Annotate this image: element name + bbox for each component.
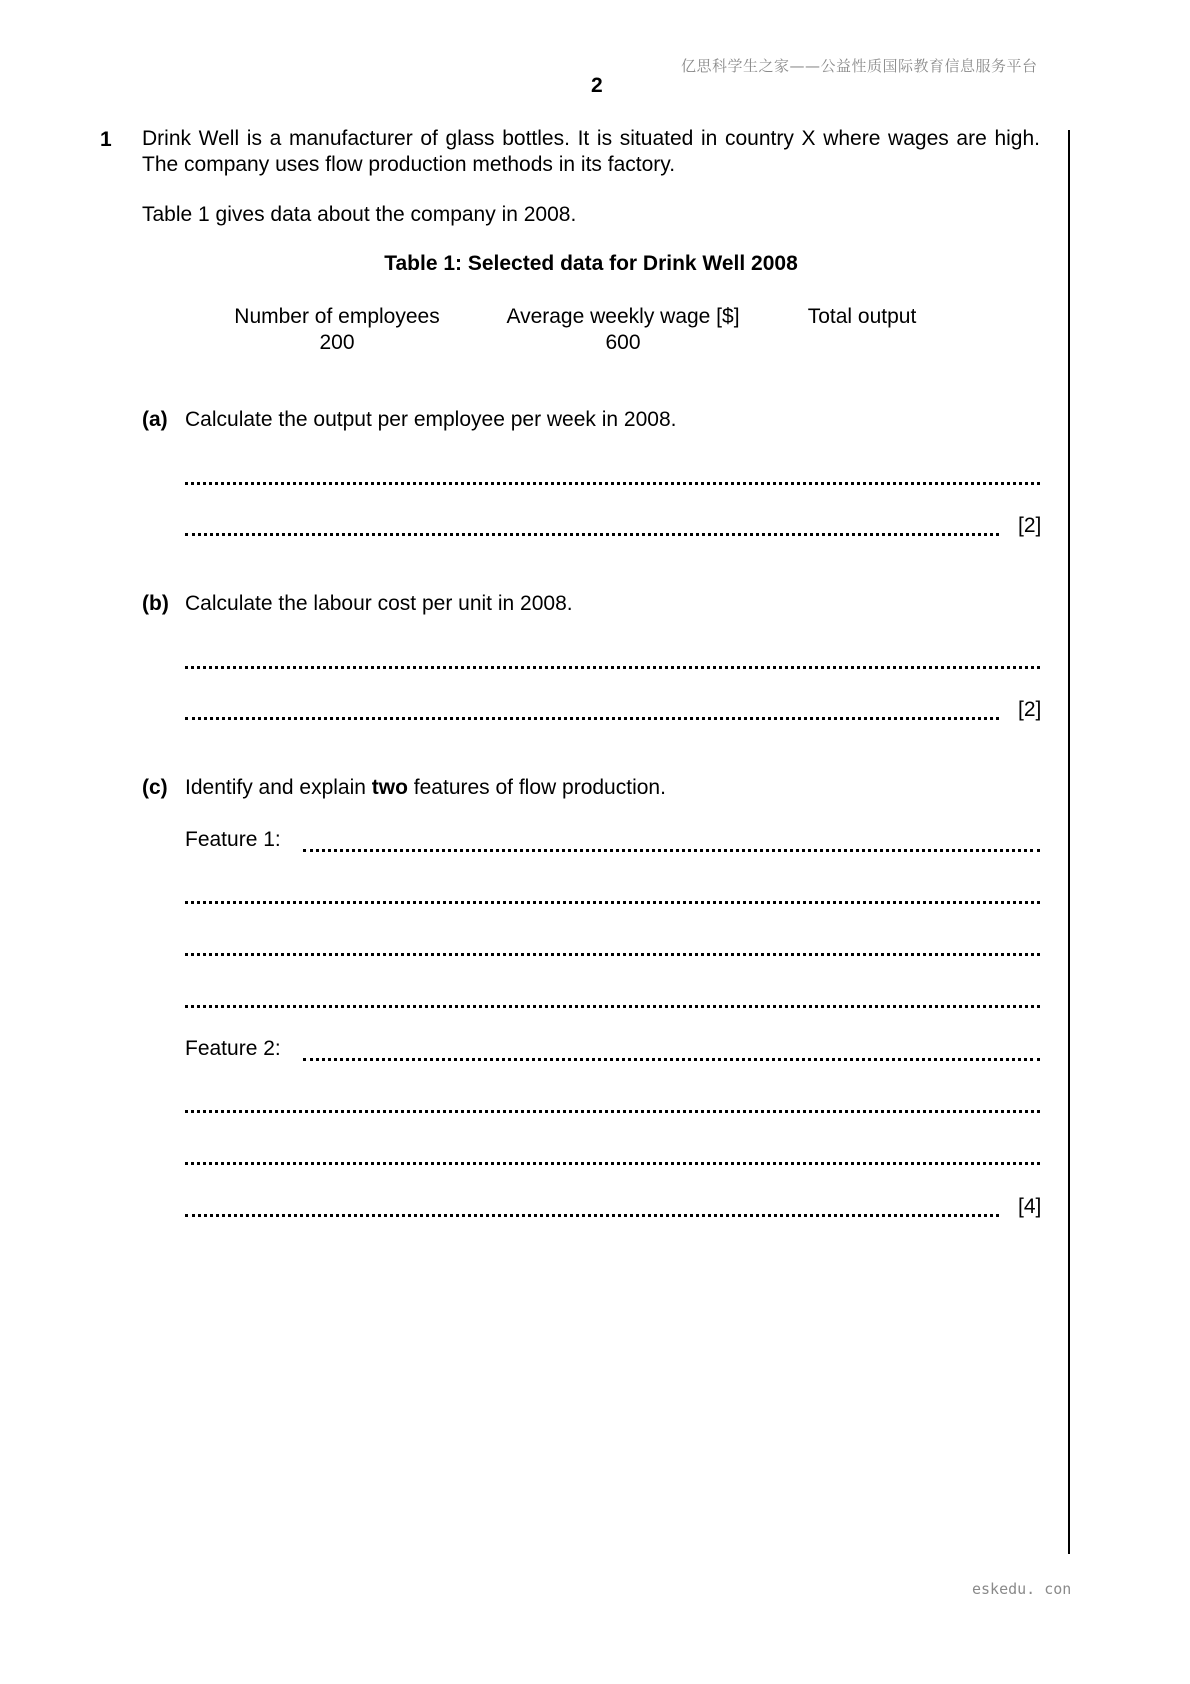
part-c-label: (c) [142,776,168,799]
answer-line[interactable] [303,849,1040,852]
part-c-text-before: Identify and explain [185,776,372,799]
question-intro: Drink Well is a manufacturer of glass bottles. It is situated in country X where wages are high. The company uses flow production methods in its factory. [142,127,1040,176]
table-header-employees: Number of employees [234,305,440,328]
table-header-wage: Average weekly wage [$] [506,305,740,328]
answer-line[interactable] [185,1005,1040,1008]
watermark-top: 亿思科学生之家——公益性质国际教育信息服务平台 [681,57,1038,75]
answer-line[interactable] [303,1058,1040,1061]
part-c-marks: [4] [1018,1195,1042,1218]
feature-1-label: Feature 1: [185,828,281,851]
table-column-wage [498,304,748,356]
feature-2-label: Feature 2: [185,1037,281,1060]
table-intro: Table 1 gives data about the company in 2008. [142,203,577,226]
part-a-marks: [2] [1018,514,1042,537]
part-c-text-after: features of flow production. [407,776,666,799]
table-header-output: Total output [807,305,917,328]
part-a-text: Calculate the output per employee per week in 2008. [185,408,677,431]
part-b-text: Calculate the labour cost per unit in 2008. [185,592,573,615]
answer-line[interactable] [185,1162,1040,1165]
part-a-label: (a) [142,408,168,431]
answer-line[interactable] [185,901,1040,904]
part-b-label: (b) [142,592,169,615]
margin-line [1068,130,1070,1554]
answer-line[interactable] [185,717,999,720]
table-column-output [800,304,924,330]
page-number: 2 [591,74,603,97]
answer-line[interactable] [185,482,1040,485]
answer-line[interactable] [185,1110,1040,1113]
table-value-employees: 200 [319,331,355,354]
part-b-marks: [2] [1018,698,1042,721]
answer-line[interactable] [185,533,999,536]
table-value-wage: 600 [605,331,641,354]
part-c-text [185,776,666,800]
part-c-text-bold: two [371,776,408,799]
table-column-employees [227,304,447,356]
answer-line[interactable] [185,953,1040,956]
answer-line[interactable] [185,666,1040,669]
watermark-bottom: eskedu. con [972,1580,1072,1598]
answer-line[interactable] [185,1214,999,1217]
question-number: 1 [100,128,112,151]
table-title: Table 1: Selected data for Drink Well 2008 [384,252,798,275]
